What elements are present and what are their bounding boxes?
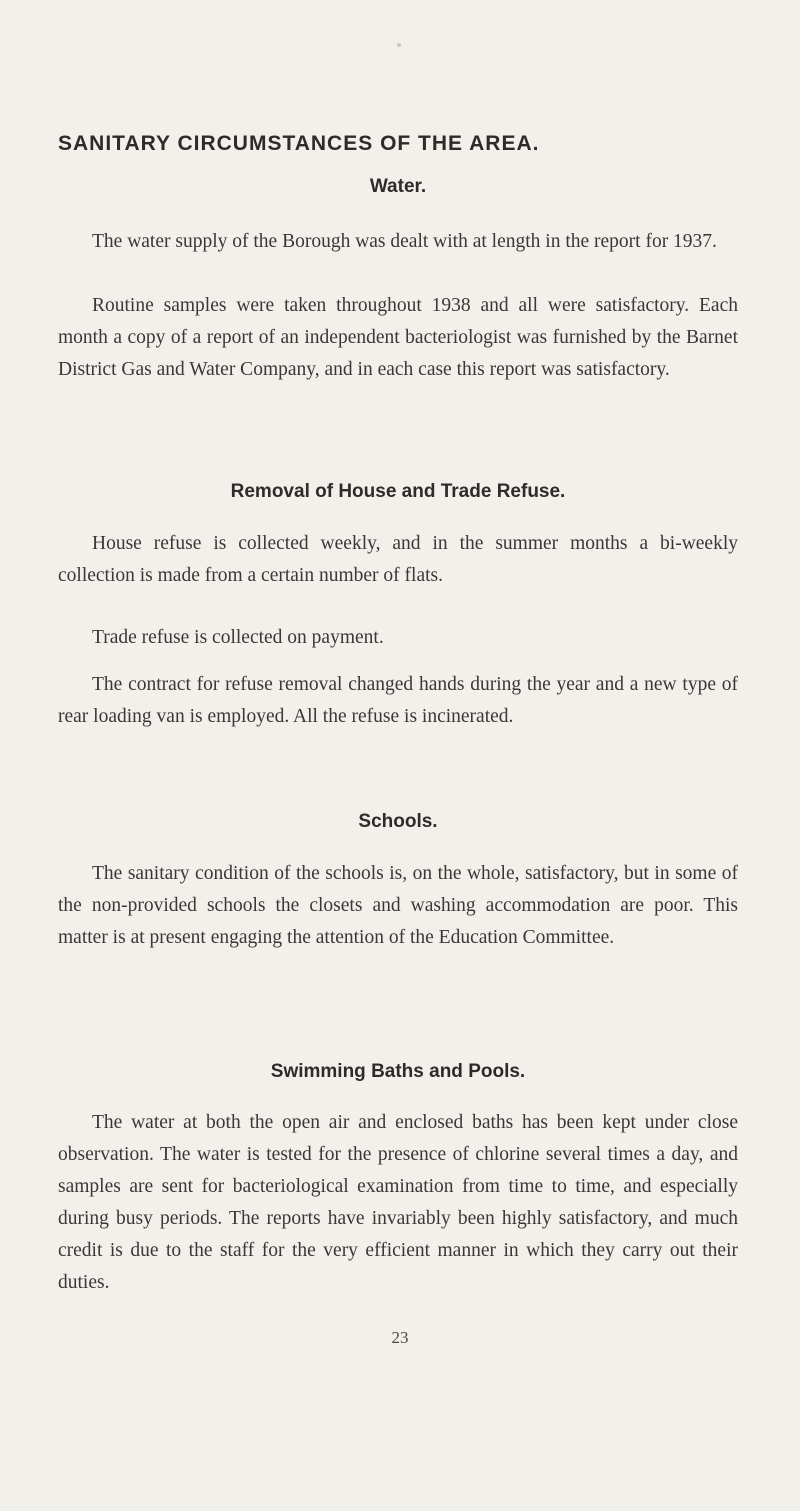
heading-baths: Swimming Baths and Pools. (270, 1061, 526, 1082)
page-title: SANITARY CIRCUMSTANCES OF THE AREA. (58, 132, 540, 155)
water-paragraph-1: The water supply of the Borough was dealt with at length in the report for 1937. (92, 231, 717, 252)
refuse-paragraph-3: The contract for refuse removal changed hands during the year and a new type of rear loading van is employed. All the refuse is incinerated. (58, 674, 738, 727)
refuse-paragraph-1: House refuse is collected weekly, and in the summer months a bi-weekly collection is made from a certain number of flats. (58, 533, 738, 586)
heading-water: Water. (369, 176, 427, 197)
refuse-paragraph-2: Trade refuse is collected on payment. (92, 627, 384, 648)
page-number: 23 (391, 1328, 409, 1347)
baths-paragraph-1: The water at both the open air and enclosed baths has been kept under close observation. The water is tested for the presence of chlorine several times a day, and samples are sent for bacteriological examination from time to time, and especially during busy periods. The reports have invariably been highly satisfactory, and much credit is due to the staff for the very efficient manner in which they carry out their duties. (58, 1112, 738, 1293)
schools-paragraph-1: The sanitary condition of the schools is, on the whole, satisfactory, but in some of the non-provided schools the closets and washing accommodation are poor. This matter is at present engaging the attention of the Education Committee. (58, 863, 738, 948)
heading-schools: Schools. (358, 811, 438, 832)
heading-refuse: Removal of House and Trade Refuse. (230, 481, 566, 502)
ink-speck (397, 43, 401, 47)
water-paragraph-2: Routine samples were taken throughout 1938 and all were satisfactory. Each month a copy of a report of an independent bacteriologist was furnished by the Barnet District Gas and Water Company, and in each case this report was satisfactory. (58, 295, 738, 380)
